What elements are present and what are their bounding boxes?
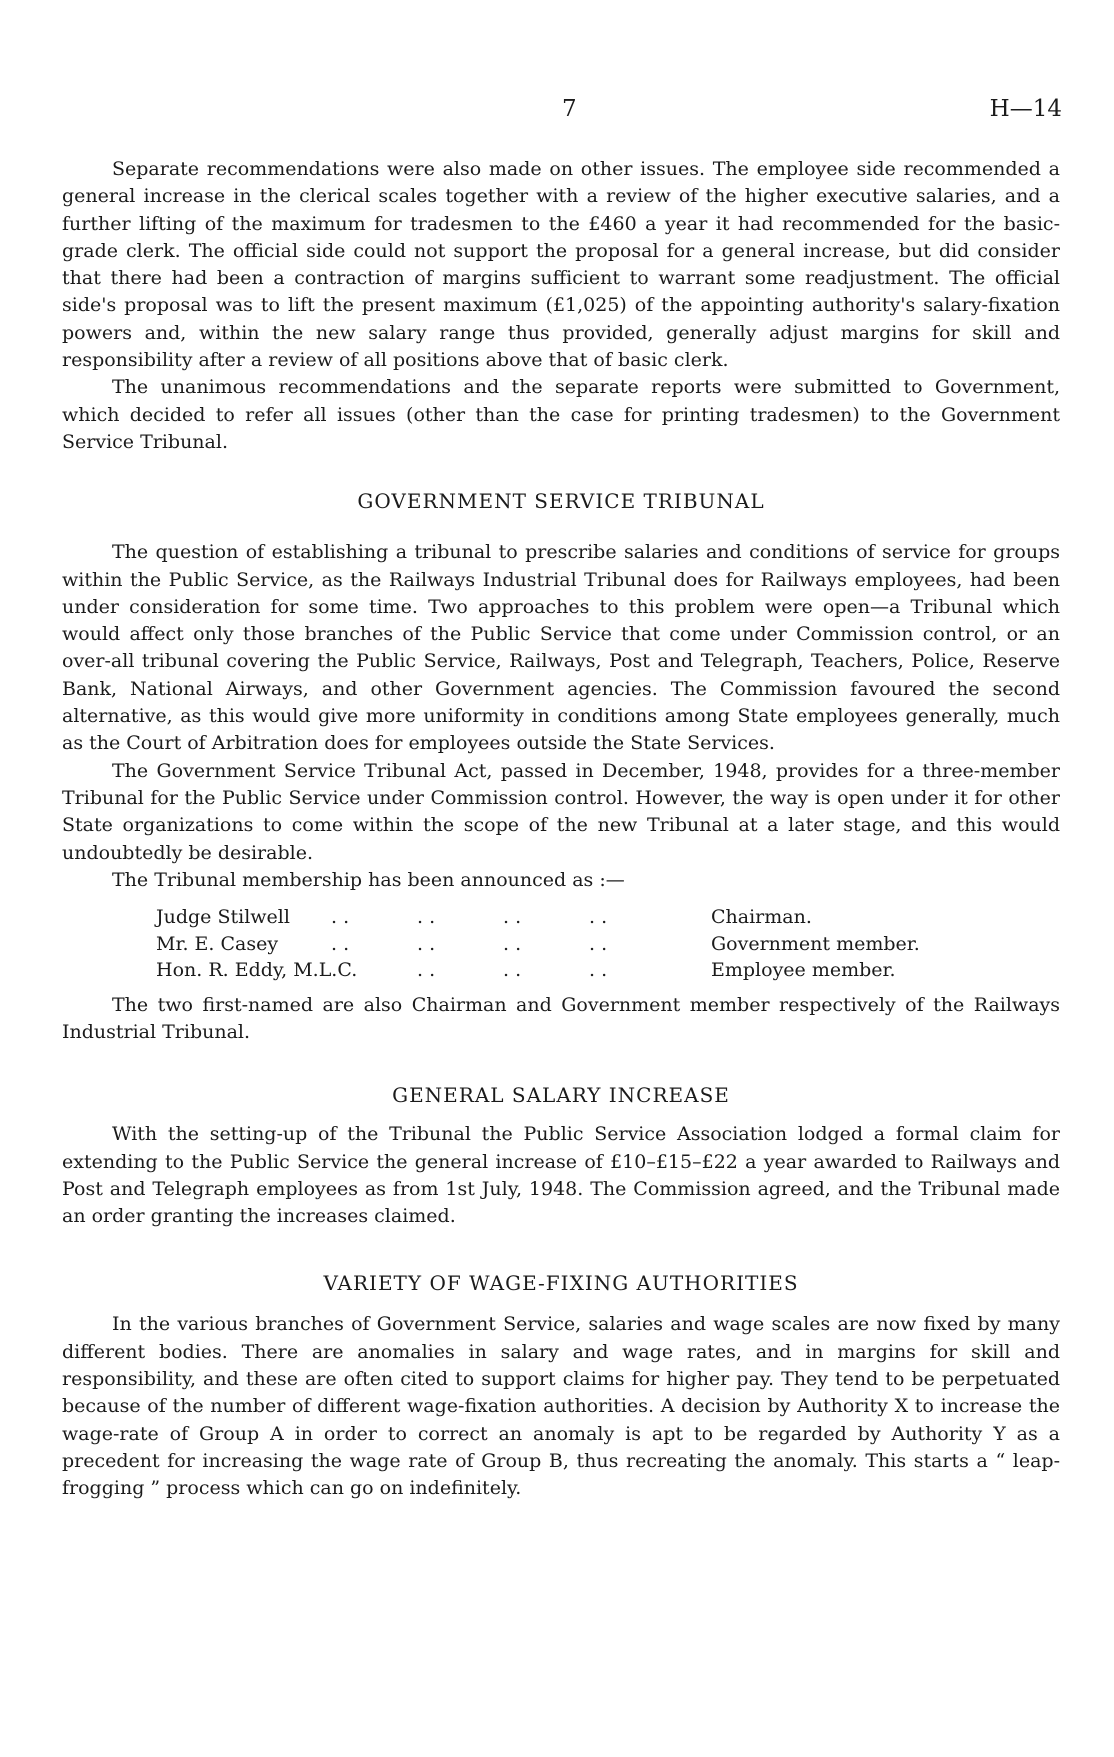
paragraph-intro-2: The unanimous recommendations and the separate reports were submitted to Government, which decided to refer all issues (other than the case for printing tradesmen) to the Government Service Tribunal. xyxy=(62,376,1060,453)
member-role: Government member. xyxy=(711,932,920,955)
tribunal-members-list xyxy=(156,904,1060,984)
member-name: Mr. E. Casey xyxy=(156,932,279,955)
member-row xyxy=(156,904,1060,931)
paragraph-variety: In the various branches of Government Service, salaries and wage scales are now fixed by many different bodies. There are anomalies in salary and wage rates, and in margins for skill and responsibility, and these are often cited to support claims for higher pay. They tend to be perpetuated because of the number of different wage-fixation authorities. A decision by Authority X to increase the wage-rate of Group A in order to correct an anomaly is apt to be regarded by Authority Y as a precedent for increasing the wage rate of Group B, thus recreating the anomaly. This starts a “ leap-frogging ” process which can go on indefinitely. xyxy=(62,1313,1060,1500)
member-role: Chairman. xyxy=(711,906,812,929)
member-row xyxy=(156,931,1060,958)
paragraph-intro-1: Separate recommendations were also made on other issues. The employee side recommended a general increase in the clerical scales together with a review of the higher executive salaries, and a further lifting of the maximum for tradesmen to the £460 a year it had recommended for the basic-grade clerk. The official side could not support the proposal for a general increase, but did consider that there had been a contraction of margins sufficient to warrant some readjustment. The official side's proposal was to lift the present maximum (£1,025) of the appointing authority's salary-fixation powers and, within the new salary range thus provided, generally adjust margins for skill and responsibility after a review of all positions above that of basic clerk. xyxy=(62,158,1060,372)
section-heading-tribunal: GOVERNMENT SERVICE TRIBUNAL xyxy=(357,489,765,514)
section-heading-salary: GENERAL SALARY INCREASE xyxy=(392,1083,730,1108)
paragraph-tribunal-closing: The two first-named are also Chairman and Government member respectively of the Railways Industrial Tribunal. xyxy=(62,993,1060,1043)
document-body xyxy=(62,156,1060,1502)
paragraph-tribunal-1: The question of establishing a tribunal to prescribe salaries and conditions of service for groups within the Public Service, as the Railways Industrial Tribunal does for Railways employees, had been under consideration for some time. Two approaches to this problem were open—a Tribunal which would affect only those branches of the Public Service that come under Commission control, or an over-all tribunal covering the Public Service, Railways, Post and Telegraph, Teachers, Police, Reserve Bank, National Airways, and other Government agencies. The Commission favoured the second alternative, as this would give more uniformity in conditions among State employees generally, much as the Court of Arbitration does for employees outside the State Services. xyxy=(62,541,1060,755)
member-role: Employee member. xyxy=(711,959,896,982)
member-row xyxy=(156,957,1060,984)
page-number: 7 xyxy=(562,96,577,122)
member-name: Judge Stilwell xyxy=(156,906,290,929)
leader-dots: . . . . . . . . xyxy=(331,932,608,955)
member-name: Hon. R. Eddy, M.L.C. xyxy=(156,959,358,982)
page-reference: H—14 xyxy=(989,96,1062,122)
section-heading-variety: VARIETY OF WAGE-FIXING AUTHORITIES xyxy=(323,1271,799,1296)
leader-dots: . . . . . . xyxy=(417,959,608,982)
paragraph-salary: With the setting-up of the Tribunal the Public Service Association lodged a formal claim for extending to the Public Service the general increase of £10–£15–£22 a year awarded to Railways and Post and Telegraph employees as from 1st July, 1948. The Commission agreed, and the Tribunal made an order granting the increases claimed. xyxy=(62,1123,1060,1228)
page-header xyxy=(0,96,1114,130)
leader-dots: . . . . . . . . xyxy=(331,906,608,929)
paragraph-tribunal-3: The Tribunal membership has been announced as :— xyxy=(112,868,625,891)
paragraph-tribunal-2: The Government Service Tribunal Act, passed in December, 1948, provides for a three-member Tribunal for the Public Service under Commission control. However, the way is open under it for other State organizations to come within the scope of the new Tribunal at a later stage, and this would undoubtedly be desirable. xyxy=(62,759,1060,864)
